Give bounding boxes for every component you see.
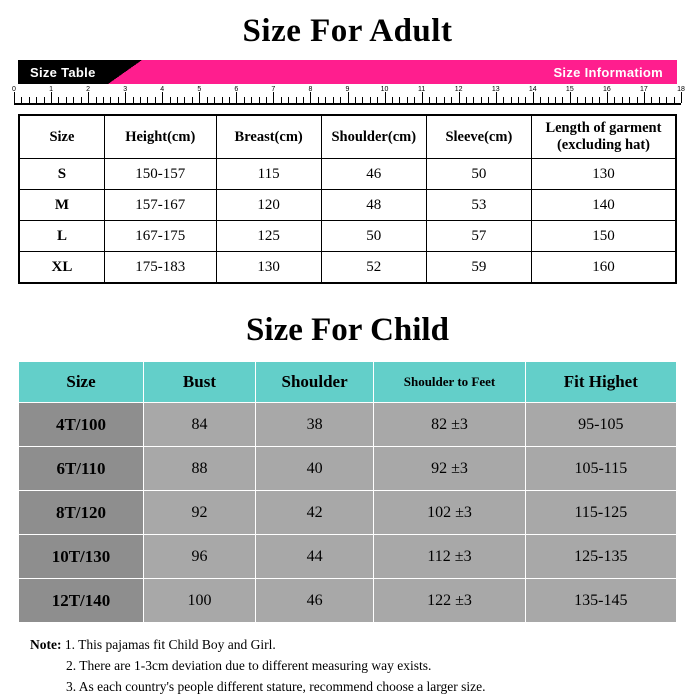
adult-value-cell: 167-175 (104, 221, 216, 252)
ruler-tick-minor (66, 97, 67, 103)
ruler-tick-major (310, 92, 311, 103)
table-row (19, 403, 677, 447)
child-value-cell: 44 (255, 535, 373, 579)
ruler-tick-minor (585, 97, 586, 103)
child-value-cell: 92 (144, 491, 256, 535)
adult-size-table (18, 114, 677, 284)
ruler-tick-label: 7 (271, 86, 276, 93)
ruler-tick-minor (444, 97, 445, 103)
ruler-tick-minor (511, 97, 512, 103)
notes-block (0, 623, 695, 698)
ruler-tick-minor (58, 97, 59, 103)
ruler-tick-minor (170, 97, 171, 103)
ruler-tick-minor (103, 97, 104, 103)
note-line (30, 656, 671, 677)
child-value-cell: 115-125 (525, 491, 676, 535)
table-row (19, 190, 676, 221)
child-table-header-row (19, 362, 677, 403)
adult-value-cell: 150 (531, 221, 676, 252)
ruler-tick-minor (414, 97, 415, 103)
ruler-tick-minor (674, 97, 675, 103)
ruler-tick-minor (362, 97, 363, 103)
adult-column-header: Breast(cm) (216, 115, 321, 159)
table-row (19, 491, 677, 535)
child-value-cell: 95-105 (525, 403, 676, 447)
ruler-tick-minor (244, 97, 245, 103)
adult-value-cell: 120 (216, 190, 321, 221)
ruler-tick-label: 8 (308, 86, 313, 93)
ruler-tick-label: 17 (640, 86, 648, 93)
child-value-cell: 112 ±3 (374, 535, 525, 579)
size-table-banner (18, 60, 677, 84)
adult-value-cell: 175-183 (104, 252, 216, 284)
adult-size-cell: L (19, 221, 104, 252)
ruler-tick-minor (592, 97, 593, 103)
ruler-tick-minor (355, 97, 356, 103)
ruler-tick-label: 10 (380, 86, 389, 93)
ruler-tick-minor (140, 97, 141, 103)
ruler-tick-label: 2 (86, 86, 91, 93)
child-value-cell: 96 (144, 535, 256, 579)
child-value-cell: 82 ±3 (374, 403, 525, 447)
adult-value-cell: 46 (321, 159, 426, 190)
note-line (30, 635, 671, 656)
child-size-cell: 10T/130 (19, 535, 144, 579)
adult-value-cell: 57 (426, 221, 531, 252)
ruler-tick-minor (525, 97, 526, 103)
ruler-tick-minor (466, 97, 467, 103)
ruler-tick-minor (577, 97, 578, 103)
ruler-tick-major (236, 92, 237, 103)
ruler-tick-minor (325, 97, 326, 103)
adult-column-header: Length of garment (excluding hat) (531, 115, 676, 159)
child-value-cell: 40 (255, 447, 373, 491)
ruler-tick-minor (29, 97, 30, 103)
ruler-tick-minor (451, 97, 452, 103)
ruler-tick-minor (266, 97, 267, 103)
ruler-tick-major (607, 92, 608, 103)
child-value-cell: 92 ±3 (374, 447, 525, 491)
ruler-tick-label: 0 (12, 86, 16, 93)
child-table-wrapper (0, 361, 695, 623)
ruler-tick-minor (370, 97, 371, 103)
ruler-tick-minor (377, 97, 378, 103)
adult-value-cell: 50 (321, 221, 426, 252)
ruler-tick-label: 4 (160, 86, 165, 93)
ruler-tick-label: 6 (234, 86, 239, 93)
ruler-tick-minor (488, 97, 489, 103)
adult-value-cell: 130 (216, 252, 321, 284)
adult-table-wrapper (0, 114, 695, 284)
table-row (19, 221, 676, 252)
child-size-cell: 4T/100 (19, 403, 144, 447)
ruler-tick-minor (473, 97, 474, 103)
adult-value-cell: 52 (321, 252, 426, 284)
ruler-tick-major (125, 92, 126, 103)
child-value-cell: 42 (255, 491, 373, 535)
table-row (19, 579, 677, 623)
ruler-tick-minor (81, 97, 82, 103)
ruler-tick-minor (147, 97, 148, 103)
ruler-tick-minor (259, 97, 260, 103)
child-value-cell: 38 (255, 403, 373, 447)
ruler-tick-minor (540, 97, 541, 103)
ruler-tick-major (273, 92, 274, 103)
adult-size-cell: XL (19, 252, 104, 284)
ruler-tick-minor (177, 97, 178, 103)
ruler-tick-major (88, 92, 89, 103)
adult-table-header-row (19, 115, 676, 159)
adult-value-cell: 115 (216, 159, 321, 190)
ruler-tick-minor (133, 97, 134, 103)
ruler-tick-major (533, 92, 534, 103)
ruler-tick-label: 15 (565, 86, 574, 93)
table-row (19, 447, 677, 491)
adult-value-cell: 48 (321, 190, 426, 221)
ruler-tick-minor (659, 97, 660, 103)
ruler-tick-minor (407, 97, 408, 103)
adult-value-cell: 150-157 (104, 159, 216, 190)
banner-wedge-decoration (108, 60, 142, 84)
ruler-tick-minor (281, 97, 282, 103)
banner-left-label: Size Table (18, 60, 108, 84)
ruler-tick-minor (555, 97, 556, 103)
adult-column-header: Sleeve(cm) (426, 115, 531, 159)
ruler-tick-label: 12 (454, 86, 463, 93)
ruler-tick-major (422, 92, 423, 103)
ruler-tick-minor (399, 97, 400, 103)
ruler-tick-minor (192, 97, 193, 103)
note-text: 3. As each country's people different stature, recommend choose a larger size. (66, 678, 486, 694)
ruler-tick-label: 13 (491, 86, 500, 93)
ruler-tick-minor (303, 97, 304, 103)
ruler-tick-minor (229, 97, 230, 103)
ruler-tick-major (570, 92, 571, 103)
banner-right-label: Size Informatiom (142, 60, 677, 84)
adult-value-cell: 53 (426, 190, 531, 221)
child-value-cell: 100 (144, 579, 256, 623)
ruler-tick-major (644, 92, 645, 103)
ruler-tick-minor (333, 97, 334, 103)
ruler-tick-major (162, 92, 163, 103)
child-column-header: Bust (144, 362, 256, 403)
adult-size-cell: S (19, 159, 104, 190)
adult-value-cell: 157-167 (104, 190, 216, 221)
ruler-tick-minor (251, 97, 252, 103)
adult-value-cell: 160 (531, 252, 676, 284)
ruler-tick-minor (481, 97, 482, 103)
adult-value-cell: 59 (426, 252, 531, 284)
ruler-tick-minor (73, 97, 74, 103)
note-label: Note: (30, 637, 65, 652)
ruler-tick-label: 9 (345, 86, 350, 93)
table-row (19, 535, 677, 579)
child-value-cell: 102 ±3 (374, 491, 525, 535)
child-column-header: Shoulder to Feet (374, 362, 525, 403)
adult-column-header: Height(cm) (104, 115, 216, 159)
ruler-tick-minor (36, 97, 37, 103)
child-size-table (18, 361, 677, 623)
child-value-cell: 84 (144, 403, 256, 447)
ruler-tick-minor (96, 97, 97, 103)
ruler-tick-minor (436, 97, 437, 103)
ruler-tick-minor (296, 97, 297, 103)
child-size-cell: 6T/110 (19, 447, 144, 491)
adult-column-header: Size (19, 115, 104, 159)
ruler-tick-minor (518, 97, 519, 103)
adult-section-title: Size For Adult (242, 13, 453, 49)
ruler-tick-major (199, 92, 200, 103)
ruler-tick-label: 11 (417, 86, 426, 93)
ruler-tick-label: 5 (197, 86, 202, 93)
ruler-tick-minor (599, 97, 600, 103)
adult-value-cell: 125 (216, 221, 321, 252)
adult-column-header: Shoulder(cm) (321, 115, 426, 159)
child-size-cell: 12T/140 (19, 579, 144, 623)
adult-value-cell: 140 (531, 190, 676, 221)
child-column-header: Fit Highet (525, 362, 676, 403)
ruler-tick-minor (44, 97, 45, 103)
ruler-tick-label: 3 (123, 86, 128, 93)
table-row (19, 159, 676, 190)
ruler-tick-minor (622, 97, 623, 103)
child-value-cell: 105-115 (525, 447, 676, 491)
ruler-tick-minor (118, 97, 119, 103)
ruler-tick-major (459, 92, 460, 103)
ruler-tick-minor (392, 97, 393, 103)
ruler-tick-major (348, 92, 349, 103)
ruler-tick-minor (651, 97, 652, 103)
ruler-tick-minor (222, 97, 223, 103)
child-value-cell: 88 (144, 447, 256, 491)
ruler-tick-label: 16 (602, 86, 611, 93)
child-section-title: Size For Child (246, 312, 449, 348)
ruler-tick-minor (614, 97, 615, 103)
ruler-tick-label: 1 (49, 86, 53, 93)
child-size-cell: 8T/120 (19, 491, 144, 535)
ruler-tick-major (496, 92, 497, 103)
ruler-tick-major (385, 92, 386, 103)
ruler-tick-minor (21, 97, 22, 103)
child-value-cell: 125-135 (525, 535, 676, 579)
child-value-cell: 122 ±3 (374, 579, 525, 623)
ruler-tick-minor (429, 97, 430, 103)
ruler-tick-major (14, 92, 15, 103)
ruler-tick-major (681, 92, 682, 103)
ruler-tick-minor (548, 97, 549, 103)
ruler-tick-minor (562, 97, 563, 103)
child-column-header: Size (19, 362, 144, 403)
ruler-tick-minor (155, 97, 156, 103)
child-value-cell: 135-145 (525, 579, 676, 623)
table-row (19, 252, 676, 284)
adult-value-cell: 50 (426, 159, 531, 190)
ruler-tick-minor (184, 97, 185, 103)
ruler-ticks (12, 86, 685, 108)
ruler-tick-minor (214, 97, 215, 103)
ruler-tick-major (51, 92, 52, 103)
ruler-tick-minor (503, 97, 504, 103)
ruler-graphic (12, 86, 685, 108)
note-text: 1. This pajamas fit Child Boy and Girl. (64, 637, 276, 652)
ruler-tick-minor (318, 97, 319, 103)
ruler-tick-minor (340, 97, 341, 103)
child-column-header: Shoulder (255, 362, 373, 403)
ruler-tick-label: 18 (677, 86, 685, 93)
adult-value-cell: 130 (531, 159, 676, 190)
adult-size-cell: M (19, 190, 104, 221)
ruler-tick-minor (637, 97, 638, 103)
ruler-tick-minor (288, 97, 289, 103)
ruler-tick-label: 14 (528, 86, 537, 93)
ruler-tick-minor (110, 97, 111, 103)
ruler-tick-minor (207, 97, 208, 103)
child-value-cell: 46 (255, 579, 373, 623)
ruler-tick-minor (629, 97, 630, 103)
note-text: 2. There are 1-3cm deviation due to different measuring way exists. (66, 657, 432, 673)
ruler-tick-minor (666, 97, 667, 103)
